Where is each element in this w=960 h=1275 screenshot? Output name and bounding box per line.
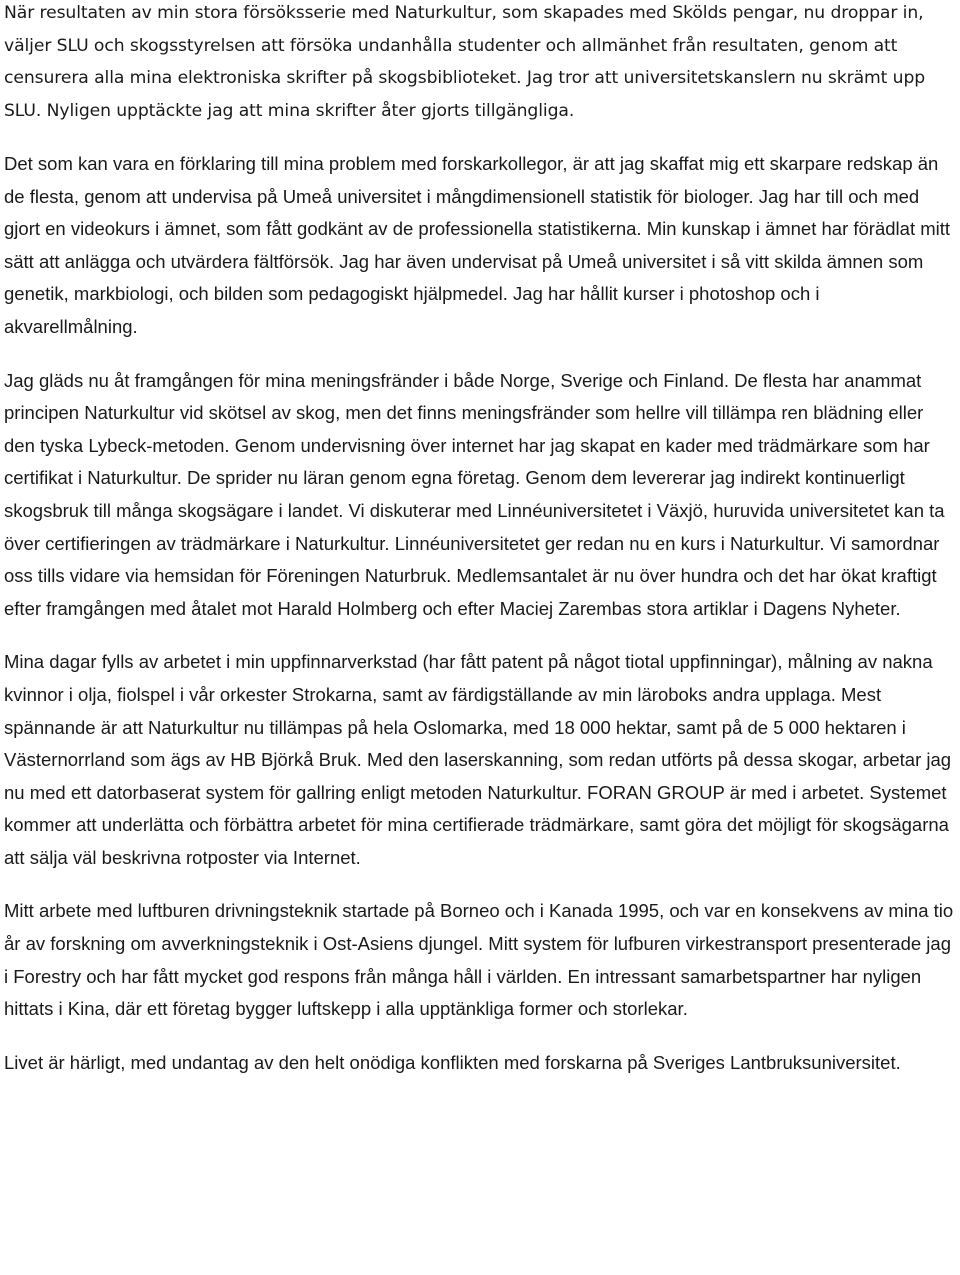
paragraph-1: När resultaten av min stora försöksserie med Naturkultur, som skapades med Skölds pengar, nu droppar in, väljer SLU och skogsstyrelsen att försöka undanhålla studenter och allmänhet från resultaten, genom att censurera alla mina elektroniska skrifter på skogsbiblioteket. Jag tror att universitetskanslern nu skrämt upp SLU. Nyligen upptäckte jag att mina skrifter åter gjorts tillgängliga. [4,3,926,121]
paragraph-6: Livet är härligt, med undantag av den helt onödiga konflikten med forskarna på Sveriges Lantbruksuniversitet. [4,1051,901,1073]
paragraph-3: Jag gläds nu åt framgången för mina meningsfränder i både Norge, Sverige och Finland. De flesta har anammat principen Naturkultur vid skötsel av skog, men det finns meningsfränder som hellre vill tillämpa ren blädning eller den tyska Lybeck-metoden. Genom undervisning över internet har jag skapat en kader med trädmärkare som har certifikat i Naturkultur. De sprider nu läran genom egna företag. Genom dem levererar jag indirekt kontinuerligt skogsbruk till många skogsägare i landet. Vi diskuterar med Linnéuniversitetet i Växjö, huruvida universitetet kan ta över certifieringen av trädmärkare i Naturkultur. Linnéuniversitetet ger redan nu en kurs i Naturkultur. Vi samordnar oss tills vidare via hemsidan för Föreningen Naturbruk. Medlemsantalet är nu över hundra och det har ökat kraftigt efter framgången med åtalet mot Harald Holmberg och efter Maciej Zarembas stora artiklar i Dagens Nyheter. [4,369,945,619]
paragraph-4: Mina dagar fylls av arbetet i min uppfinnarverkstad (har fått patent på något tiotal uppfinningar), målning av nakna kvinnor i olja, fiolspel i vår orkester Strokarna, samt av färdigställande av min läroboks andra upplaga. Mest spännande är att Naturkultur nu tillämpas på hela Oslomarka, med 18 000 hektar, samt på de 5 000 hektaren i Västernorrland som ägs av HB Björkå Bruk. Med den laserskanning, som redan utförts på dessa skogar, arbetar jag nu med ett datorbaserat system för gallring enligt metoden Naturkultur. FORAN GROUP är med i arbetet. Systemet kommer att underlätta och förbättra arbetet för mina certifierade trädmärkare, samt göra det möjligt för skogsägarna att sälja väl beskrivna rotposter via Internet. [4,651,952,868]
paragraph-5: Mitt arbete med luftburen drivningsteknik startade på Borneo och i Kanada 1995, och var en konsekvens av mina tio år av forskning om avverkningsteknik i Ost-Asiens djungel. Mitt system för lufburen virkestransport presenterade jag i Forestry och har fått mycket god respons från många håll i världen. En intressant samarbetspartner har nyligen hittats i Kina, där ett företag bygger luftskepp i alla upptänkliga former och storlekar. [4,900,954,1020]
paragraph-2: Det som kan vara en förklaring till mina problem med forskarkollegor, är att jag skaffat mig ett skarpare redskap än de flesta, genom att undervisa på Umeå universitet i mångdimensionell statistik för biologer. Jag har till och med gjort en videokurs i ämnet, som fått godkänt av de professionella statistikerna. Min kunskap i ämnet har förädlat mitt sätt att anlägga och utvärdera fältförsök. Jag har även undervisat på Umeå universitet i så vitt skilda ämnen som genetik, markbiologi, och bilden som pedagogiskt hjälpmedel. Jag har hållit kurser i photoshop och i akvarellmålning. [4,153,951,337]
document-page [4,0,958,1275]
